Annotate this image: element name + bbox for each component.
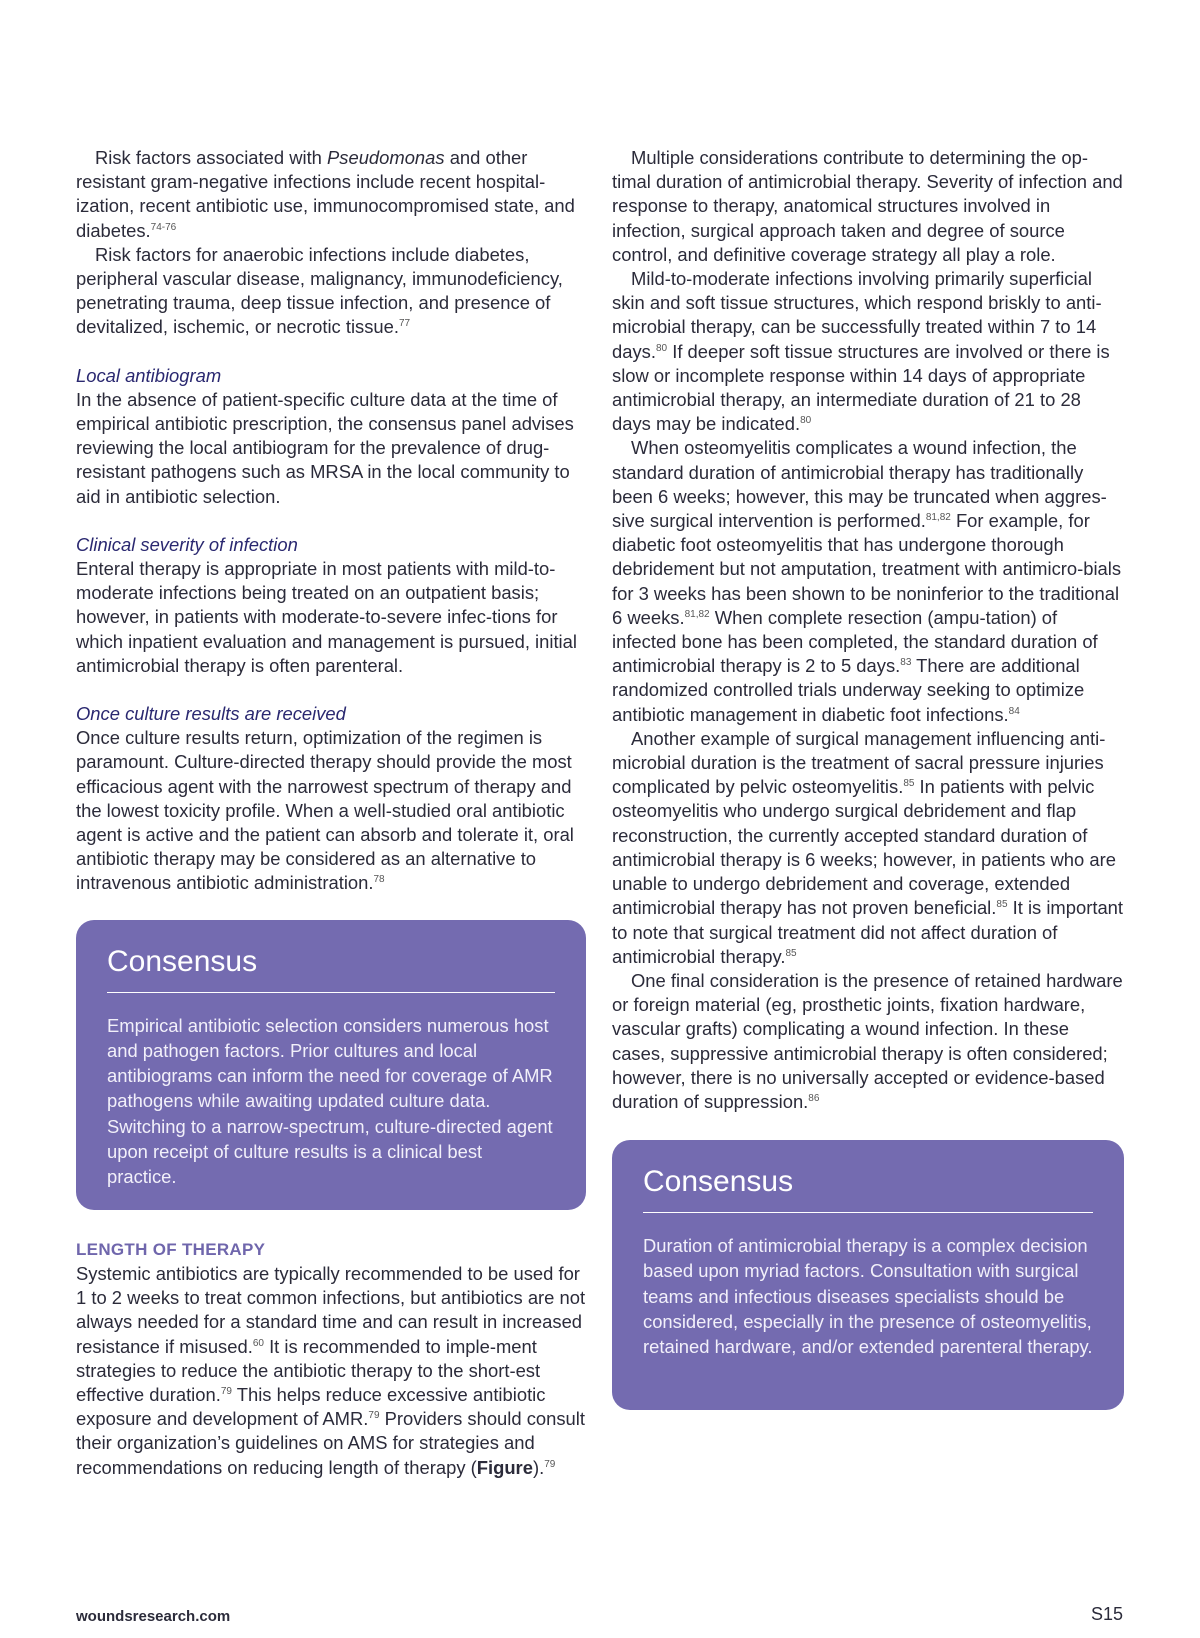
paragraph-culture: Once culture results return, optimization of the regimen is paramount. Culture-directed therapy should provide the most efficacious agent with the narrowest spectrum of therapy and the lowest toxicity profile. When a well-studied oral antibiotic agent is active and the patient can absorb and tolerate it, oral antibiotic therapy may be considered as an alternative to intravenous antibiotic administration.$^{78}$ [76, 727, 574, 894]
consensus-box-empirical [76, 920, 586, 1210]
paragraph-length-of-therapy: Systemic antibiotics are typically recommended to be used for 1 to 2 weeks to treat common infections, but antibiotics are not always needed for a standard time and can result in increased resistance if misused.$^{60}$ It is recommended to imple-ment strategies to reduce the antibiotic therapy to the short-est effective duration.$^{79}$ This helps reduce excessive antibiotic exposure and development of AMR.$^{79}$ Providers should consult their organization’s guidelines on AMS for strategies and recommendations on reducing length of therapy (Figure).$^{79}$ [76, 1262, 586, 1478]
section-heading-length-of-therapy: LENGTH OF THERAPY [76, 1239, 266, 1259]
paragraph-osteomyelitis: When osteomyelitis complicates a wound infection, the standard duration of antimicrobial therapy has traditionally been 6 weeks; however, this may be truncated when aggres-sive surgical intervention is performed.$^{81,82}$ For example, for diabetic foot osteomyelitis that has undergone thorough debridement but not amputation, treatment with antimicro-bials for 3 weeks has been shown to be noninferior to the traditional 6 weeks.$^{81,82}$ When complete resection (ampu-tation) of infected bone has been completed, the standard duration of antimicrobial therapy is 2 to 5 days.$^{83}$ There are additional randomized controlled trials underway seeking to optimize antibiotic management in diabetic foot infections.$^{84}$ [612, 437, 1122, 725]
right-column [612, 146, 1124, 1410]
paragraph-sacral-pressure: Another example of surgical management influencing anti-microbial duration is the treatment of sacral pressure injuries complicated by pelvic osteomyelitis.$^{85}$ In patients with pelvic osteomyelitis who undergo surgical debridement and flap reconstruction, the currently accepted standard duration of antimicrobial therapy is 6 weeks; however, in patients who are unable to undergo debridement and coverage, extended antimicrobial therapy has not proven beneficial.$^{85}$ It is important to note that surgical treatment did not affect duration of antimicrobial therapy.$^{85}$ [612, 727, 1124, 967]
subheading-local-antibiogram: Local antibiogram [76, 364, 222, 386]
paragraph-retained-hardware: One final consideration is the presence of retained hardware or foreign material (eg, prosthetic joints, fixation hardware, vascular grafts) complicating a wound infection. In these cases, suppressive antimicrobial therapy is often considered; however, there is no universally accepted or evidence-based duration of suppression.$^{86}$ [612, 969, 1123, 1112]
subheading-culture-results: Once culture results are received [76, 703, 346, 725]
figure-link[interactable]: Figure [476, 1456, 533, 1478]
paragraph-risk-anaerobic: Risk factors for anaerobic infections include diabetes, peripheral vascular disease, malignancy, immunodeficiency, penetrating trauma, deep tissue infection, and presence of devitalized, ischemic, or necrotic tissue.$^{77}$ [76, 243, 563, 338]
consensus-box-duration [612, 1140, 1124, 1410]
footer-website: woundsresearch.com [76, 1608, 231, 1625]
subheading-clinical-severity: Clinical severity of infection [76, 533, 298, 555]
paragraph-antibiogram: In the absence of patient-specific culture data at the time of empirical antibiotic prescription, the consensus panel advises reviewing the local antibiogram for the prevalence of drug-resistant pathogens such as MRSA in the local community to aid in antibiotic selection. [76, 388, 574, 507]
paragraph-duration-considerations: Multiple considerations contribute to determining the op-timal duration of antimicrobial therapy. Severity of infection and response to therapy, anatomical structures involved in infection, surgical approach taken and degree of source control, and definitive coverage strategy all play a role. [612, 147, 1123, 265]
consensus-title: Consensus [107, 944, 555, 993]
consensus-title: Consensus [643, 1164, 1093, 1213]
paragraph-risk-pseudomonas: Risk factors associated with Pseudomonas and other resistant gram-negative infections include recent hospital-ization, recent antibiotic use, immunocompromised state, and diabetes.$^{74-76}$ [76, 147, 575, 241]
paragraph-mild-moderate: Mild-to-moderate infections involving primarily superficial skin and soft tissue structures, which respond briskly to anti-microbial therapy, can be successfully treated within 7 to 14 days.$^{80}$ If deeper soft tissue structures are involved or there is slow or incomplete response within 14 days of appropriate antimicrobial therapy, an intermediate duration of 21 to 28 days may be indicated.$^{80}$ [612, 268, 1110, 435]
paragraph-severity: Enteral therapy is appropriate in most patients with mild-to-moderate infections being treated on an outpatient basis; however, in patients with moderate-to-severe infec-tions for which inpatient evaluation and management is pursued, initial antimicrobial therapy is often parenteral. [76, 558, 577, 676]
consensus-text: Duration of antimicrobial therapy is a complex decision based upon myriad factors. Consultation with surgical teams and infectious diseases specialists should be considered, especially in the presence of osteomyelitis, retained hardware, and/or extended parenteral therapy. [643, 1235, 1093, 1357]
left-column [76, 146, 586, 1480]
page-number: S15 [1090, 1604, 1123, 1624]
consensus-text: Empirical antibiotic selection considers numerous host and pathogen factors. Prior cultures and local antibiograms can inform the need for coverage of AMR pathogens while awaiting updated culture data. Switching to a narrow-spectrum, culture-directed agent upon receipt of culture results is a clinical best practice. [107, 1014, 553, 1187]
